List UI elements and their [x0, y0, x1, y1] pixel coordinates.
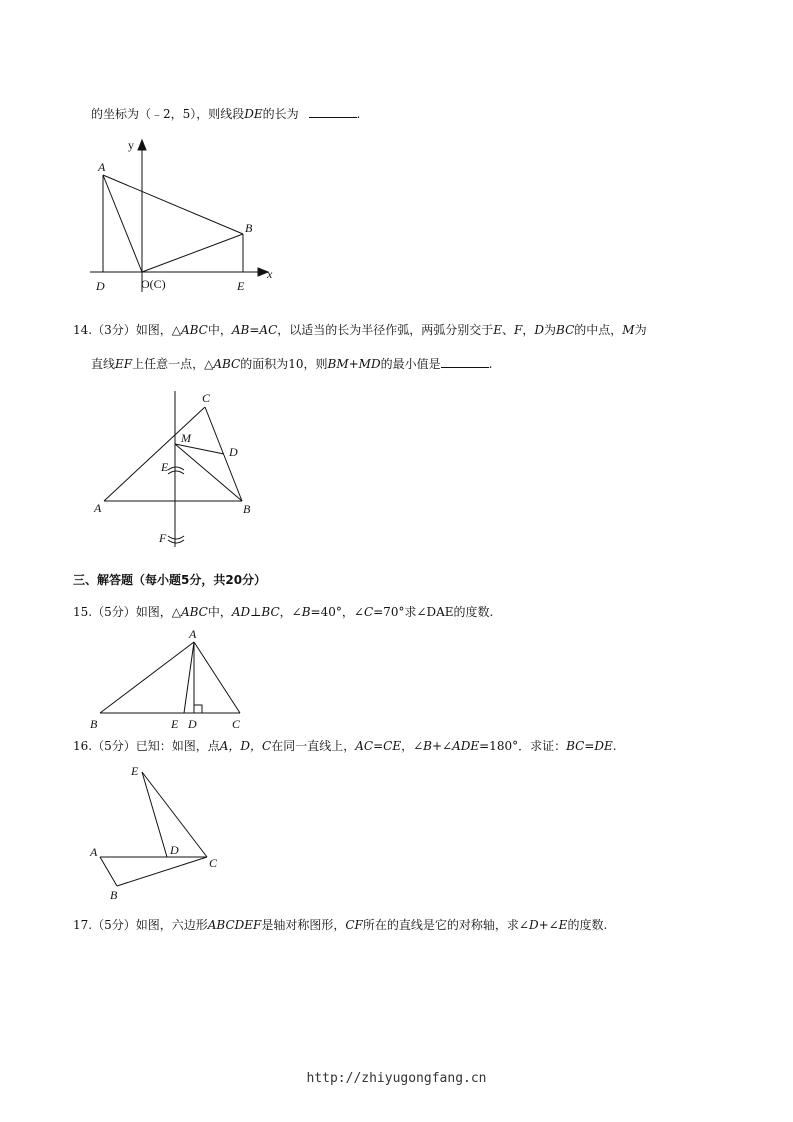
q17-line: 17.（5分）如图，六边形ABCDEF是轴对称图形，CF所在的直线是它的对称轴，求∠D+∠E的度数.: [73, 918, 608, 932]
label-d: D: [170, 843, 179, 857]
label-d: D: [96, 279, 105, 293]
segment-ed: [142, 772, 167, 857]
label-a: A: [94, 501, 102, 515]
label-a: A: [98, 160, 106, 174]
label-c: C: [209, 856, 218, 870]
label-e: E: [161, 460, 169, 474]
q14-line-1: 14.（3分）如图，△ABC中，AB=AC，以适当的长为半径作弧，两弧分别交于E、F，D为BC的中点，M为: [73, 323, 647, 337]
label-e: E: [171, 717, 179, 731]
label-b: B: [243, 502, 251, 516]
segment-ab: [100, 857, 117, 886]
q15-line: 15.（5分）如图，△ABC中，AD⊥BC，∠B=40°，∠C=70°求∠DAE的度数.: [73, 605, 494, 619]
label-x: x: [267, 267, 273, 281]
label-c: C: [232, 717, 241, 731]
label-d: D: [229, 445, 238, 459]
q13-line: 的坐标为（﹣2，5），则线段DE的长为 .: [91, 107, 361, 121]
label-a: A: [189, 627, 197, 641]
label-oc: O(C): [141, 277, 166, 291]
label-e: E: [131, 764, 139, 778]
section-heading: 三、解答题（每小题5分，共20分）: [73, 573, 267, 587]
label-b: B: [245, 221, 253, 235]
footer-url[interactable]: http://zhiyugongfang.cn: [306, 1071, 487, 1086]
label-c: C: [202, 391, 211, 405]
label-m: M: [181, 431, 191, 445]
label-d: D: [188, 717, 197, 731]
label-b: B: [90, 717, 98, 731]
label-f: F: [159, 531, 167, 545]
label-e: E: [237, 279, 245, 293]
segment-bc: [117, 857, 207, 886]
label-y: y: [128, 138, 134, 152]
label-b: B: [110, 888, 118, 902]
label-a: A: [90, 845, 98, 859]
q16-line: 16.（5分）已知：如图，点A，D，C在同一直线上，AC=CE，∠B+∠ADE=180°．求证：BC=DE.: [73, 739, 617, 753]
q14-line-2: 直线EF上任意一点，△ABC的面积为10，则BM+MD的最小值是 .: [91, 357, 493, 371]
